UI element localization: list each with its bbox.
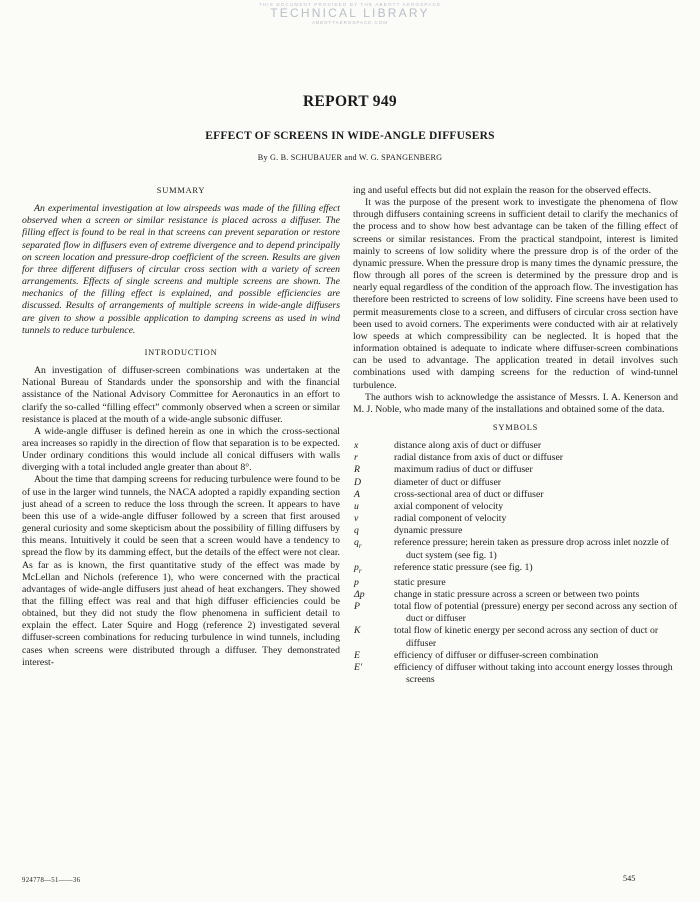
symbol-row: [353, 513, 678, 525]
watermark-line3: ABBOTTAEROSPACE.COM: [311, 20, 389, 25]
symbol-row: [353, 662, 678, 686]
symbol-row: [353, 625, 678, 649]
symbol-row: [353, 537, 678, 561]
symbol: D: [354, 476, 362, 488]
symbol: Δp: [354, 588, 365, 600]
continued-paragraph: ing and useful effects but did not explain the reason for the observed effects.: [353, 185, 652, 196]
summary-heading: SUMMARY: [156, 186, 206, 195]
symbol: R: [354, 464, 360, 476]
symbol: u: [354, 500, 359, 512]
symbol-definition: axial component of velocity: [394, 500, 504, 512]
symbol: K: [354, 625, 361, 637]
left-column: [22, 185, 340, 669]
introduction-heading: INTRODUCTION: [144, 347, 218, 357]
intro-paragraph: An investigation of diffuser-screen combinations was undertaken at the National Bureau of Standards under the sponsorship and with the financial assistance of the National Advisory Committee for Aeronautics in an effort to clarify the so-called “filling effect” commonly observed when a screen or similar resistance is placed at the mouth of a wide-angle subsonic diffuser.: [22, 365, 340, 425]
symbol-row: [353, 440, 678, 452]
watermark: [0, 2, 700, 25]
symbol: P: [354, 601, 360, 613]
symbol-definition: maximum radius of duct or diffuser: [394, 464, 533, 476]
symbol-row: [353, 489, 678, 501]
symbol-row: [353, 525, 678, 537]
symbol: A: [354, 488, 360, 500]
watermark-line1: THIS DOCUMENT PROVIDED BY THE ABBOTT AEROSPACE: [258, 2, 442, 7]
symbol-definition: diameter of duct or diffuser: [394, 476, 502, 488]
symbol-definition: reference pressure; herein taken as pressure drop across inlet nozzle of duct system (see fig. 1): [394, 537, 670, 561]
symbol-definition: change in static pressure across a screen or between two points: [394, 588, 640, 600]
paper-title: EFFECT OF SCREENS IN WIDE-ANGLE DIFFUSERS: [205, 130, 495, 142]
symbol-definition: total flow of kinetic energy per second across any section of duct or diffuser: [394, 625, 659, 649]
symbol: r: [354, 452, 358, 464]
body-paragraph: It was the purpose of the present work to investigate the phenomena of flow through diffusers containing screens in sufficient detail to clarify the mechanics of the process and to show how best advantage can be taken of the filling effect of screens or similar resistances. From the practical standpoint, interest is limited mainly to screens of low solidity where the pressure drop is of the order of the dynamic pressure. When the pressure drop is many times the dynamic pressure, the flow through all pores of the screen is determined by the pressure drop and is nearly equal regardless of the condition of the approach flow. The investigation has therefore been restricted to screens of low solidity. Fine screens have been used to permit measurements close to a screen, and diffusers of circular cross section have been used to avoid corners. The experiments were conducted with air at relatively low speeds at which compressibility can be neglected. It is hoped that the information obtained is adequate to indicate where diffuser-screen combinations can be used to advantage. The application treated in detail involves such combinations used with damping screens for the reduction of wind-tunnel turbulence.: [353, 197, 678, 391]
symbol: v: [354, 513, 359, 525]
intro-paragraph: A wide-angle diffuser is defined herein as one in which the cross-sectional area increases so rapidly in the direction of flow that separation is to be expected. Under ordinary conditions this would include all conical diffusers with walls diverging with a total included angle greater than about 8°.: [22, 425, 340, 474]
symbol-row: [353, 562, 678, 577]
symbol-definition: total flow of potential (pressure) energy per second across any section of duct or diffuser: [394, 601, 678, 625]
summary-text: An experimental investigation at low airspeeds was made of the filling effect observed when a screen or similar resistance is placed across a diffuser. The filling effect is found to be real in that screens can prevent separation or restore separated flow in diffusers even of extreme divergence and to depend principally on screen location and pressure-drop coefficient of the screen. Results are given for three different diffusers of circular cross section with a variety of screen arrangements. Effects of single screens and multiple screens are shown. The mechanics of the filling effect is explained, and possible efficiencies are discussed. Results of arrangements of multiple screens in wide-angle diffusers are given to show a possible application to damping screens as used in wind tunnels to reduce turbulence.: [22, 203, 340, 336]
symbols-heading: SYMBOLS: [492, 422, 539, 432]
symbol-row: [353, 477, 678, 489]
page-number: 545: [623, 874, 636, 883]
symbol-row: [353, 464, 678, 476]
symbol-definition: reference static pressure (see fig. 1): [394, 561, 533, 573]
watermark-line2: TECHNICAL LIBRARY: [270, 6, 430, 20]
symbol-definition: static presure: [394, 576, 446, 588]
symbol-row: [353, 577, 678, 589]
symbol-definition: distance along axis of duct or diffuser: [394, 440, 542, 452]
print-code: 924778—51——36: [22, 877, 81, 884]
symbols-section: [353, 422, 678, 686]
report-title: REPORT 949: [303, 93, 397, 110]
symbol-definition: efficiency of diffuser or diffuser-screen combination: [394, 649, 599, 661]
symbol-definition: dynamic pressure: [394, 525, 463, 537]
authors-line: By G. B. SCHUBAUER and W. G. SPANGENBERG: [257, 153, 443, 162]
symbol-list: [353, 440, 678, 686]
symbol-definition: radial distance from axis of duct or diffuser: [394, 452, 564, 464]
acknowledgment-paragraph: The authors wish to acknowledge the assistance of Messrs. I. A. Kenerson and M. J. Noble, who made many of the installations and obtained some of the data.: [353, 391, 678, 415]
symbol-definition: radial component of velocity: [394, 513, 507, 525]
symbol-row: [353, 452, 678, 464]
symbol-row: [353, 650, 678, 662]
symbol-row: [353, 601, 678, 625]
right-column: [353, 185, 678, 686]
symbol: x: [354, 440, 359, 452]
symbol: $p_r$: [354, 561, 362, 575]
symbol-row: [353, 501, 678, 513]
symbol: q: [354, 525, 359, 537]
intro-paragraph: About the time that damping screens for reducing turbulence were found to be of use in the larger wind tunnels, the NACA adopted a rapidly expanding section just ahead of a screen to reduce the loss through the screen. It appears to have been this use of a wide-angle diffuser followed by a screen that first aroused general curiosity and some skepticism about the possibility of filling diffusers by this means. Intuitively it could be seen that a screen would have a tendency to spread the flow by its damming effect, but the details of the effect were not clear. As far as is known, the first quantitative study of the effect was made by McLellan and Nichols (reference 1), who were concerned with the practical advantages of wide-angle diffusers just ahead of heat exchangers. They showed that the filling effect was real and that high diffuser efficiencies could be obtained, but they did not study the flow phenomena in sufficient detail to explain the effect. Later Squire and Hogg (reference 2) investigated several diffuser-screen combinations for reducing turbulence in wind tunnels, including cases when screens were distributed through a diffuser. They demonstrated interest-: [22, 474, 340, 668]
symbol: $q_r$: [354, 537, 362, 551]
symbol: E: [354, 649, 360, 661]
symbol-definition: efficiency of diffuser without taking into account energy losses through screens: [394, 661, 673, 686]
symbol: p: [354, 576, 359, 588]
symbol: E′: [354, 661, 363, 673]
symbol-definition: cross-sectional area of duct or diffuser: [394, 488, 544, 500]
symbol-row: [353, 589, 678, 601]
